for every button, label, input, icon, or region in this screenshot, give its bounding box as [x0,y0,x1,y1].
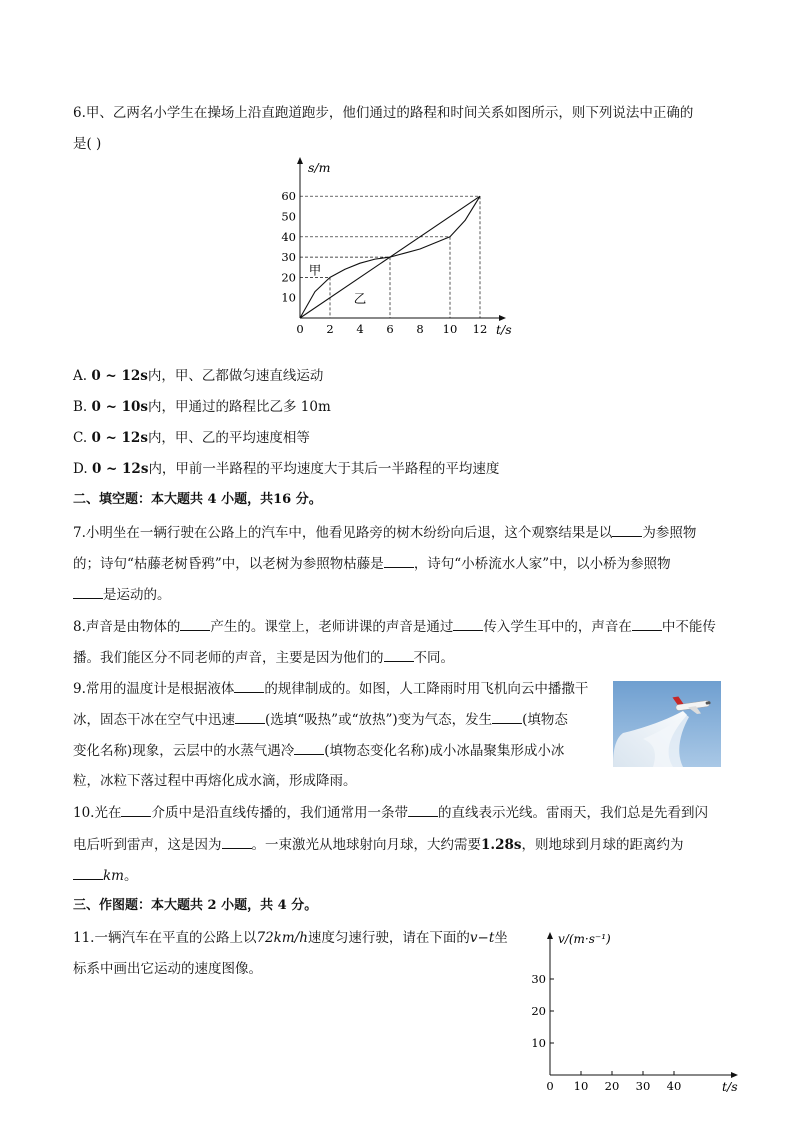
q9-line2: 冰，固态干冰在空气中迅速 (选填“吸热”或“放热”)变为气态，发生 (填物态 [73,709,568,730]
section-2-title: 二、填空题：本大题共 4 小题，共16 分。 [73,492,322,507]
x-axis-arrow [731,1072,738,1078]
x-tick-label: 40 [666,1079,682,1093]
x-tick-label: 20 [604,1079,620,1093]
option-label: A. [73,368,88,384]
q8-line2: 播。我们能区分不同老师的声音，主要是因为他们的 不同。 [73,647,454,668]
x-axis-label: t/s [722,1079,738,1094]
y-tick-label: 10 [531,1036,546,1050]
option-text: 内，甲、乙的平均速度相等 [147,430,310,446]
q10-line2: 电后听到雷声，这是因为 。一束激光从地球射向月球，大约需要1.28s，则地球到月球的距离约为 [73,834,683,855]
answer-blank [73,865,103,880]
x-axis-label: t/s [496,322,512,337]
x-tick-label: 10 [442,322,458,336]
x-tick-label: 8 [416,322,424,336]
y-tick-label: 50 [281,209,296,224]
y-axis-label: s/m [308,160,331,175]
option-label: B. [73,399,88,415]
y-axis-label: v/(m·s⁻¹) [558,932,611,946]
answer-blank [73,584,103,599]
x-tick-label: 30 [635,1079,651,1093]
q7-line1: 7.小明坐在一辆行驶在公路上的汽车中，他看见路旁的树木纷纷向后退，这个观察结果是以 为参照物 [73,522,696,543]
airplane-dropping-water-icon [613,681,721,767]
q11-line2: 标系中画出它运动的速度图像。 [73,961,262,977]
y-tick-label: 20 [281,270,296,285]
answer-blank [492,709,522,724]
q8-line1: 8.声音是由物体的 产生的。课堂上，老师讲课的声音是通过 传入学生耳中的，声音在 中不能传 [73,616,716,637]
y-tick-label: 60 [281,189,296,204]
x-axis-arrow [499,315,506,321]
answer-blank [234,678,264,693]
q7-line2: 的；诗句“枯藤老树昏鸦”中，以老树为参照物枯藤是 ，诗句“小桥流水人家”中，以小桥为参照物 [73,553,671,574]
option-label: C. [73,430,88,446]
q6-st-chart [270,155,530,340]
answer-blank [384,553,414,568]
section-3-title: 三、作图题：本大题共 2 小题，共 4 分。 [73,898,318,913]
q9-line1: 9.常用的温度计是根据液体 的规律制成的。如图，人工降雨时用飞机向云中播撒干 [73,678,588,699]
x-tick-label: 2 [326,322,334,336]
x-tick-label: 6 [386,322,394,336]
q6-option-d [73,459,499,479]
y-tick-label: 20 [531,1004,546,1018]
option-text: 内，甲通过的路程比乙多 10m [148,399,331,415]
answer-blank [384,647,414,662]
q6-option-c [73,428,310,448]
answer-blank [294,740,324,755]
q6-stem-line1: 6.甲、乙两名小学生在操场上沿直跑道跑步，他们通过的路程和时间关系如图所示，则下列说法中正确的 [73,105,694,121]
x-tick-label: 12 [472,322,488,336]
y-tick-label: 30 [281,250,296,265]
answer-blank [180,616,210,631]
y-tick-label: 10 [281,290,296,305]
series-label-yi: 乙 [353,290,367,306]
q11-vt-chart [525,925,738,1100]
x-tick-label: 10 [573,1079,589,1093]
answer-blank [121,802,151,817]
q6-stem-line2: 是( ) [73,136,102,152]
option-range: 0 ~ 12s [91,368,148,384]
y-tick-label: 30 [531,972,546,986]
answer-blank [612,522,642,537]
q6-option-a [73,366,323,386]
q10-line1: 10.光在 介质中是沿直线传播的，我们通常用一条带 的直线表示光线。雷雨天，我们总是先看到闪 [73,802,708,823]
x-tick-label: 0 [546,1079,554,1093]
option-text: 内，甲前一半路程的平均速度大于其后一半路程的平均速度 [148,461,500,477]
q9-line4: 粒，冰粒下落过程中再熔化成水滴，形成降雨。 [73,773,357,789]
answer-blank [235,709,265,724]
x-tick-label: 4 [356,322,364,336]
x-tick-label: 0 [296,322,304,336]
series-label-jia: 甲 [308,262,322,278]
answer-blank [408,802,438,817]
q6-option-b [73,397,331,417]
option-label: D. [73,461,88,477]
option-text: 内，甲、乙都做匀速直线运动 [147,368,324,384]
q11-line1: 11.一辆汽车在平直的公路上以72km/h速度匀速行驶，请在下面的v−t坐 [73,930,508,946]
y-axis-arrow [297,157,303,164]
answer-blank [453,616,483,631]
option-range: 0 ~ 10s [91,399,149,415]
option-range: 0 ~ 12s [91,430,148,446]
q9-line3: 变化名称)现象，云层中的水蒸气遇冷 (填物态变化名称)成小冰晶聚集形成小冰 [73,740,564,761]
y-axis-arrow [547,932,553,939]
q7-line3: 是运动的。 [73,584,171,605]
answer-blank [632,616,662,631]
option-range: 0 ~ 12s [91,461,149,477]
q10-line3: km。 [73,865,137,886]
answer-blank [222,834,252,849]
y-tick-label: 40 [281,229,296,244]
